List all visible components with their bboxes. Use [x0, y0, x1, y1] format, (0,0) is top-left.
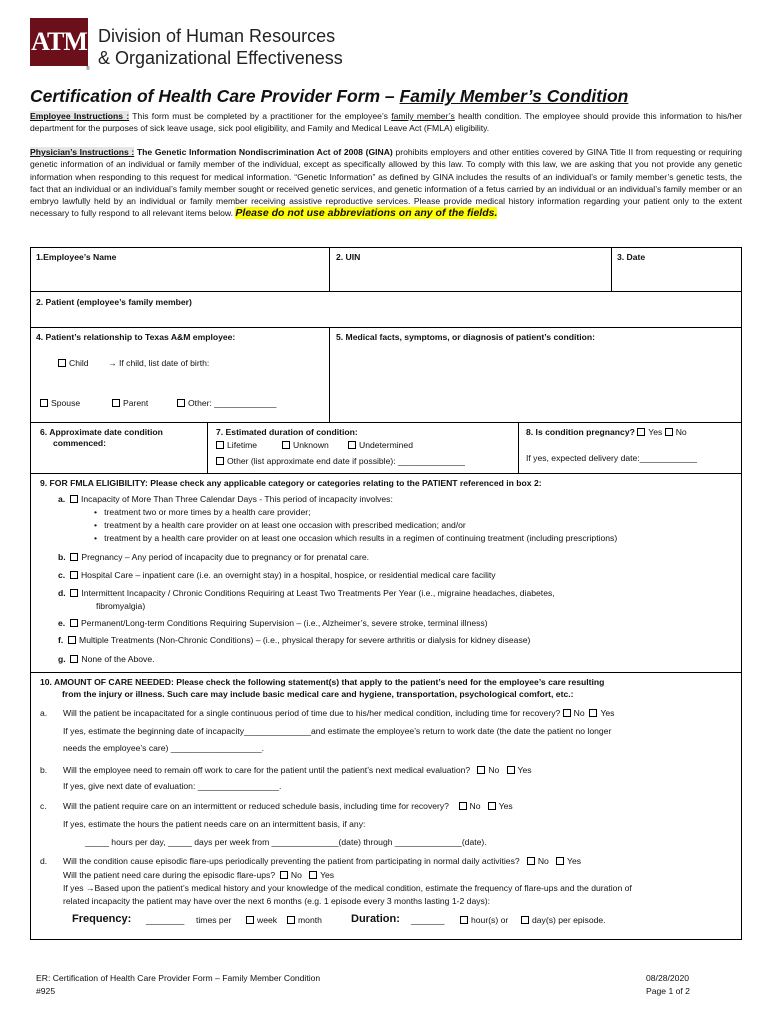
care-a-question-text: Will the patient be incapacitated for a single continuous period of time due to his/her medical condition, including time for recovery? [63, 708, 561, 718]
care-b-question [63, 765, 532, 775]
fmla-item-b[interactable] [58, 552, 369, 562]
fmla-item-text: Permanent/Long-term Conditions Requiring Supervision – (i.e., Alzheimer’s, severe stroke, terminal illness) [80, 618, 488, 628]
care-a-yes-checkbox[interactable] [589, 709, 597, 717]
fmla-bullet-text: treatment by a health care provider on at least one occasion which results in a regimen of continuing treatment (including prescriptions) [104, 533, 618, 543]
spouse-option[interactable] [40, 398, 80, 408]
fmla-bullet: • treatment two or more times by a health care provider; [94, 507, 311, 517]
fmla-bullet: • treatment by a health care provider on at least one occasion with prescribed medication; and/or [94, 520, 466, 530]
care-d-question [63, 856, 581, 866]
duration-blank[interactable]: _______ [411, 915, 445, 925]
fmla-bullet-text: treatment two or more times by a health care provider; [104, 507, 311, 517]
date-label: 3. Date [617, 252, 646, 262]
other-checkbox[interactable] [177, 399, 185, 407]
fmla-item-d[interactable] [58, 588, 555, 598]
fmla-d-continuation: fibromyalgia) [96, 601, 146, 611]
employee-instructions-label: Employee Instructions : [30, 111, 130, 121]
days-option[interactable] [521, 915, 606, 925]
care-d2-no-label: No [290, 870, 302, 880]
care-d-yes-label: Yes [567, 856, 582, 866]
week-option[interactable] [246, 915, 277, 925]
other-duration-label: Other (list approximate end date if possible): ______________ [227, 456, 465, 466]
care-c-question [63, 801, 513, 811]
care-b-no-label: No [488, 765, 500, 775]
fmla-bullet-text: treatment by a health care provider on at least one occasion with prescribed medication; and/or [104, 520, 466, 530]
org-name-line1: Division of Human Resources [98, 26, 336, 46]
other-duration-checkbox[interactable] [216, 457, 224, 465]
relationship-label: 4. Patient’s relationship to Texas A&M employee: [36, 332, 236, 342]
fmla-item-a[interactable] [58, 494, 393, 504]
spouse-label: Spouse [51, 398, 81, 408]
parent-checkbox[interactable] [112, 399, 120, 407]
title-underlined: Family Member’s Condition [399, 86, 629, 106]
month-label: month [298, 915, 322, 925]
fmla-item-text: Pregnancy – Any period of incapacity due to pregnancy or for prenatal care. [81, 552, 370, 562]
footer-page-number: Page 1 of 2 [646, 986, 690, 996]
other-option[interactable] [177, 398, 276, 408]
fmla-item-text: Incapacity of More Than Three Calendar Days - This period of incapacity involves: [80, 494, 393, 504]
care-b-followup[interactable]: If yes, give next date of evaluation: _________________. [63, 781, 282, 791]
spouse-checkbox[interactable] [40, 399, 48, 407]
month-checkbox[interactable] [287, 916, 295, 924]
care-d2-yes-checkbox[interactable] [309, 871, 317, 879]
care-a-no-label: No [573, 708, 585, 718]
other-duration-option[interactable] [216, 456, 465, 466]
footer-date: 08/28/2020 [646, 973, 690, 983]
care-c-yes-checkbox[interactable] [488, 802, 496, 810]
physician-instructions-text: prohibits employers and other entities covered by GINA Title II from requesting or requiring genetic information of an individual or family member of the individual, except as specifically allowed by this law. To comply with this law, we are asking that you not provide any genetic information when responding to this request for medical information. “Genetic Information” as defined by GINA includes the results of an individual’s or family member’s genetic tests, the fact that an individual or an individual’s family member sought or received genetic services, and genetic information of a fetus carried by an individual or an individual’s family member or an embryo lawfully held by an individual or family member receiving assistive reproductive services. Please provide medical history information regarding your patient only to the extent necessary to fully respond to all relevant items below. [30, 147, 743, 219]
fmla-item-text: Hospital Care – inpatient care (i.e. an overnight stay) in a hospital, hospice, or residential medical care facility [80, 570, 496, 580]
pregnancy-yes-label: Yes [648, 427, 663, 437]
frequency-label: Frequency: [72, 913, 132, 925]
fmla-item-text: None of the Above. [81, 654, 155, 664]
fmla-item-letter: f. [58, 635, 64, 645]
child-checkbox[interactable] [58, 359, 66, 367]
care-c-followup-2[interactable]: _____ hours per day, _____ days per week from ______________(date) through ______________(date). [85, 837, 487, 847]
care-b-letter: b. [40, 765, 48, 775]
fmla-e-checkbox[interactable] [70, 619, 78, 627]
fmla-item-c[interactable] [58, 570, 496, 580]
fmla-item-f[interactable] [58, 635, 530, 645]
child-dob-label: → If child, list date of birth: [108, 358, 210, 368]
footer-form-number: #925 [36, 986, 56, 996]
fmla-item-letter: c. [58, 570, 66, 580]
patient-label: 2. Patient (employee’s family member) [36, 297, 192, 307]
care-d-yes-checkbox[interactable] [556, 857, 564, 865]
no-abbreviations-warning: Please do not use abbreviations on any of the fields. [235, 207, 498, 220]
org-name-line2: & Organizational Effectiveness [98, 48, 343, 68]
care-a-followup-1[interactable]: If yes, estimate the beginning date of incapacity______________and estimate the employee’s return to work date (the date the patient no longer [63, 726, 612, 736]
undetermined-checkbox[interactable] [348, 441, 356, 449]
child-label: Child [69, 358, 89, 368]
care-d-letter: d. [40, 856, 48, 866]
uin-label: 2. UIN [336, 252, 361, 262]
lifetime-checkbox[interactable] [216, 441, 224, 449]
gina-act-name: The Genetic Information Nondiscrimination Act of 2008 (GINA) [136, 147, 393, 157]
employee-instructions-underlined: family member’s [391, 111, 455, 121]
fmla-item-letter: a. [58, 494, 66, 504]
employee-instructions [30, 110, 742, 135]
fmla-c-checkbox[interactable] [70, 571, 78, 579]
care-b-yes-label: Yes [517, 765, 532, 775]
duration-label: 7. Estimated duration of condition: [216, 427, 358, 437]
care-d-question2-text: Will the patient need care during the episodic flare-ups? [63, 870, 276, 880]
week-label: week [257, 915, 278, 925]
undetermined-label: Undetermined [359, 440, 413, 450]
date-commenced-label-2: commenced: [53, 438, 107, 448]
fmla-bullet: • treatment by a health care provider on at least one occasion which results in a regimen of continuing treatment (including prescriptions) [94, 533, 618, 543]
hours-checkbox[interactable] [460, 916, 468, 924]
uin-field[interactable] [329, 247, 612, 292]
days-checkbox[interactable] [521, 916, 529, 924]
care-a-question [63, 708, 614, 718]
care-heading-line2: from the injury or illness. Such care may include basic medical care and hygiene, transportation, psychological comfort, etc.: [62, 689, 574, 699]
unknown-option[interactable] [282, 440, 329, 450]
care-a-yes-label: Yes [600, 708, 615, 718]
care-a-no-checkbox[interactable] [563, 709, 571, 717]
frequency-blank[interactable]: ________ [146, 915, 185, 925]
fmla-item-g[interactable] [58, 654, 155, 664]
hours-label: hour(s) or [471, 915, 509, 925]
pregnancy-no-label: No [675, 427, 687, 437]
title-prefix: Certification of Health Care Provider Form – [30, 86, 400, 106]
month-option[interactable] [287, 915, 322, 925]
fmla-item-letter: d. [58, 588, 66, 598]
fmla-f-checkbox[interactable] [68, 636, 76, 644]
physician-instructions [30, 146, 742, 220]
fmla-item-letter: b. [58, 552, 66, 562]
care-d2-yes-label: Yes [320, 870, 335, 880]
employee-instructions-text2: health condition. The employee should provide this information to his/her department for the purposes of sick leave usage, sick pool eligibility, and Family and Medical Leave Act (FMLA) eligibility. [30, 111, 742, 134]
fmla-d-checkbox[interactable] [70, 589, 78, 597]
pregnancy-question [526, 427, 687, 437]
care-c-followup-1: If yes, estimate the hours the patient needs care on an intermittent basis, if any: [63, 819, 366, 829]
date-commenced-label-1: 6. Approximate date condition [40, 427, 163, 437]
care-d-no-checkbox[interactable] [527, 857, 535, 865]
week-checkbox[interactable] [246, 916, 254, 924]
pregnancy-yes-checkbox[interactable] [637, 428, 645, 436]
fmla-item-text: Intermittent Incapacity / Chronic Conditions Requiring at Least Two Treatments Per Year (i.e., migraine headaches, diabetes, [81, 588, 555, 598]
care-d-question-2 [63, 870, 334, 880]
care-a-followup-2[interactable]: needs the employee’s care) ___________________. [63, 743, 265, 753]
care-b-question-text: Will the employee need to remain off work to care for the patient until the patient’s next medical evaluation? [63, 765, 471, 775]
physician-instructions-label: Physician’s Instructions : [30, 147, 135, 157]
days-label: day(s) per episode. [532, 915, 606, 925]
unknown-label: Unknown [293, 440, 329, 450]
tamu-logo: ATM [30, 18, 88, 66]
care-d-followup-1: If yes →Based upon the patient’s medical history and your knowledge of the medical condition, estimate the frequency of flare-ups and the duration of [63, 883, 632, 893]
care-c-no-label: No [469, 801, 481, 811]
fmla-b-checkbox[interactable] [70, 553, 78, 561]
employee-name-label: 1.Employee’s Name [36, 252, 117, 262]
pregnancy-no-checkbox[interactable] [665, 428, 673, 436]
care-d-followup-2: related incapacity the patient may have over the next 6 months (e.g. 1 episode every 3 months lasting 1-2 days): [63, 896, 491, 906]
care-a-letter: a. [40, 708, 48, 718]
lifetime-label: Lifetime [227, 440, 258, 450]
times-per-label: times per [196, 915, 232, 925]
care-c-question-text: Will the patient require care on an intermittent or reduced schedule basis, including time for recovery? [63, 801, 449, 811]
footer-form-name: ER: Certification of Health Care Provider Form – Family Member Condition [36, 973, 321, 983]
care-heading-line1: 10. AMOUNT OF CARE NEEDED: Please check the following statement(s) that apply to the patient’s need for the employee’s care resulting [40, 677, 605, 687]
fmla-item-letter: e. [58, 618, 66, 628]
care-d-question-text: Will the condition cause episodic flare-ups periodically preventing the patient from participating in normal daily activities? [63, 856, 520, 866]
delivery-date-label[interactable]: If yes, expected delivery date:____________ [526, 453, 698, 463]
care-b-yes-checkbox[interactable] [507, 766, 515, 774]
employee-instructions-text1: This form must be completed by a practitioner for the employee’s [129, 111, 392, 121]
parent-label: Parent [123, 398, 149, 408]
parent-option[interactable] [112, 398, 148, 408]
undetermined-option[interactable] [348, 440, 413, 450]
trademark-symbol: ® [86, 66, 90, 72]
care-b-no-checkbox[interactable] [477, 766, 485, 774]
fmla-heading: 9. FOR FMLA ELIGIBILITY: Please check any applicable category or categories relating to the PATIENT referenced in box 2: [40, 478, 542, 488]
form-title [30, 86, 628, 107]
child-option[interactable] [58, 358, 89, 368]
fmla-g-checkbox[interactable] [70, 655, 78, 663]
care-d2-no-checkbox[interactable] [280, 871, 288, 879]
lifetime-option[interactable] [216, 440, 257, 450]
duration-episode-label: Duration: [351, 913, 400, 925]
care-c-no-checkbox[interactable] [459, 802, 467, 810]
fmla-item-text: Multiple Treatments (Non-Chronic Conditions) – (i.e., physical therapy for severe arthritis or dialysis for kidney disease) [79, 635, 531, 645]
care-c-yes-label: Yes [498, 801, 513, 811]
fmla-item-letter: g. [58, 654, 66, 664]
medical-facts-label: 5. Medical facts, symptoms, or diagnosis of patient’s condition: [336, 332, 595, 342]
other-label: Other: _____________ [188, 398, 277, 408]
unknown-checkbox[interactable] [282, 441, 290, 449]
fmla-a-checkbox[interactable] [70, 495, 78, 503]
care-c-letter: c. [40, 801, 47, 811]
fmla-item-e[interactable] [58, 618, 488, 628]
pregnancy-label: 8. Is condition pregnancy? [526, 427, 635, 437]
hours-option[interactable] [460, 915, 508, 925]
care-d-no-label: No [537, 856, 549, 866]
